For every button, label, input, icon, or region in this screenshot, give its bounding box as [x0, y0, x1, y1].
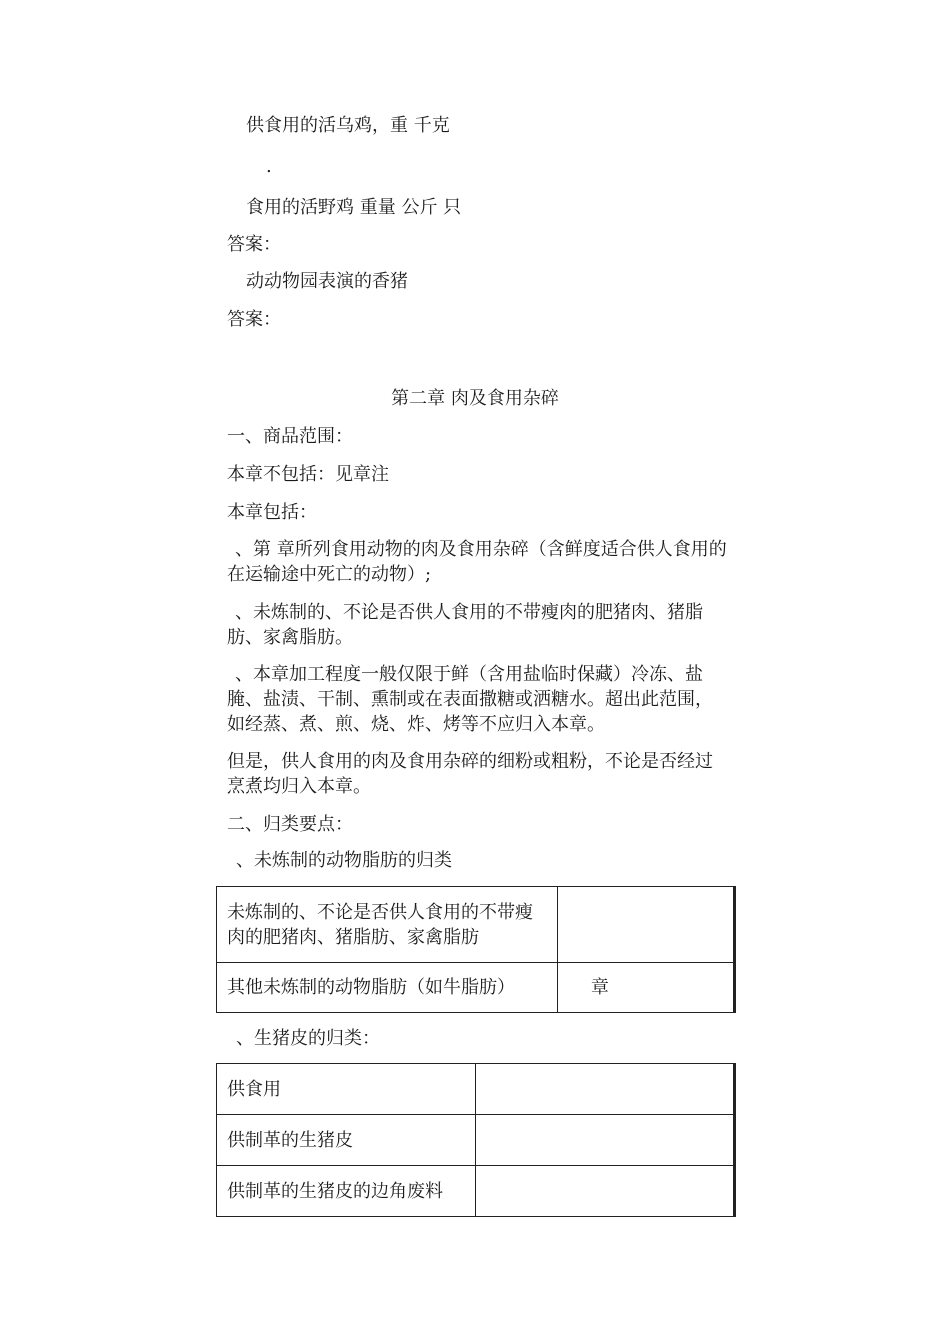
table-row: [217, 1115, 735, 1166]
answer-label-1: 答案：: [227, 234, 281, 255]
table-cell-classification: 章: [558, 963, 735, 1013]
chapter-title: 第二章 肉及食用杂碎: [391, 388, 559, 409]
table-cell-description: 供制革的生猪皮的边角废料: [217, 1166, 476, 1217]
animal-fat-table: [216, 886, 736, 1013]
include-item-1: 、第 章所列食用动物的肉及食用杂碎（含鲜度适合供人食用的在运输途中死亡的动物）;: [227, 539, 727, 585]
table-row: [217, 1166, 735, 1217]
text-line-live-black-chicken: 供食用的活乌鸡，重 千克: [246, 115, 450, 136]
text-line-live-pheasant: 食用的活野鸡 重量 公斤 只: [246, 197, 462, 218]
answer-label-2: 答案：: [227, 309, 281, 330]
section-heading-scope: 一、商品范围：: [227, 426, 353, 447]
include-item-2: 、未炼制的、不论是否供人食用的不带瘦肉的肥猪肉、猪脂肪、家禽脂肪。: [227, 602, 703, 648]
table-cell-classification: [476, 1115, 735, 1166]
table-cell-description: 供制革的生猪皮: [217, 1115, 476, 1166]
table-cell-classification: [476, 1064, 735, 1115]
subheading-raw-pigskin: 、生猪皮的归类：: [236, 1028, 380, 1049]
includes-text: 本章包括：: [227, 502, 317, 523]
table-cell-description: 其他未炼制的动物脂肪（如牛脂肪）: [217, 963, 558, 1013]
subheading-animal-fat: 、未炼制的动物脂肪的归类: [236, 850, 452, 871]
table-cell-description: 未炼制的、不论是否供人食用的不带瘦肉的肥猪肉、猪脂肪、家禽脂肪: [217, 887, 558, 963]
table-row: [217, 887, 735, 963]
include-item-3: 、本章加工程度一般仅限于鲜（含用盐临时保藏）冷冻、盐腌、盐渍、干制、熏制或在表面撒糖或洒糖水。超出此范围，如经蒸、煮、煎、烧、炸、烤等不应归入本章。: [227, 664, 713, 735]
excludes-text: 本章不包括：见章注: [227, 464, 389, 485]
note-paragraph: 但是，供人食用的肉及食用杂碎的细粉或粗粉，不论是否经过烹煮均归入本章。: [227, 751, 713, 797]
table-row: [217, 1064, 735, 1115]
table-row: [217, 963, 735, 1013]
table-cell-classification: [558, 887, 735, 963]
table-cell-description: 供食用: [217, 1064, 476, 1115]
text-line-dot: .: [266, 156, 272, 177]
raw-pigskin-table: [216, 1063, 736, 1217]
table-cell-classification: [476, 1166, 735, 1217]
section-heading-key-points: 二、归类要点：: [227, 814, 353, 835]
text-line-zoo-pig: 动动物园表演的香猪: [246, 271, 408, 292]
